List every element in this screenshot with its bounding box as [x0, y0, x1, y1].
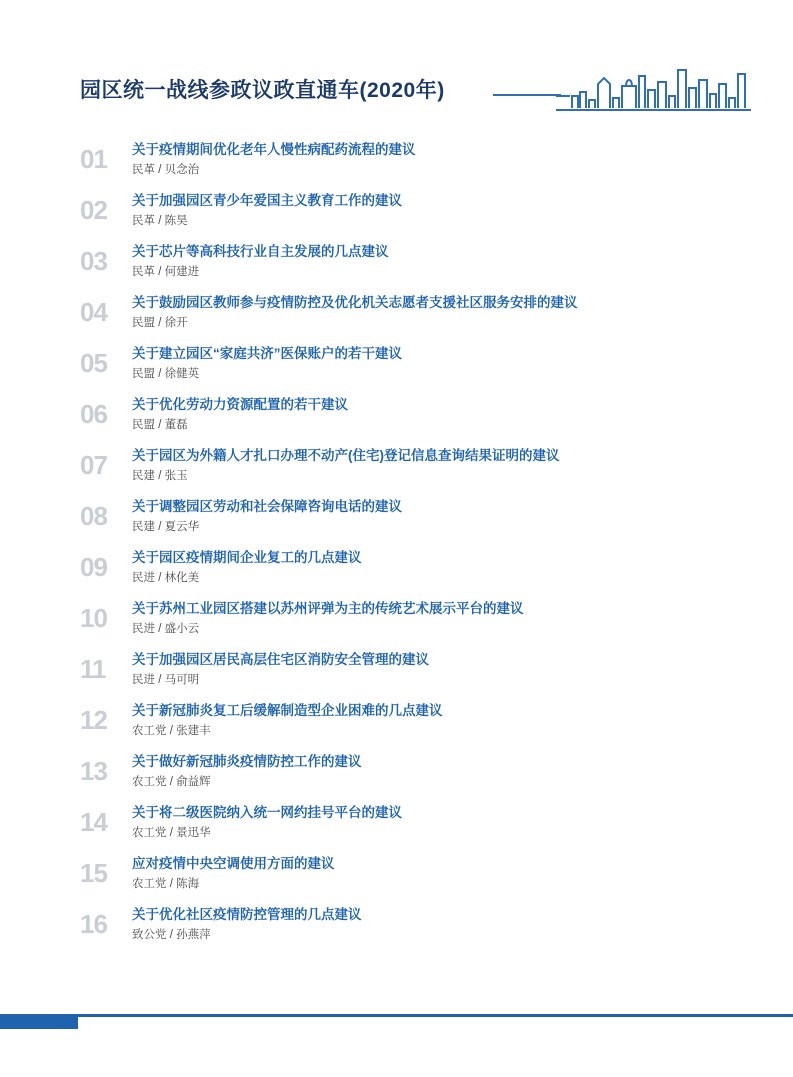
item-body	[132, 395, 733, 433]
item-number: 14	[80, 807, 107, 837]
item-body	[132, 497, 733, 535]
item-body	[132, 191, 733, 229]
page-title: 园区统一战线参政议政直通车(2020年)	[80, 79, 445, 102]
item-number: 08	[80, 501, 107, 531]
item-number: 06	[80, 399, 107, 429]
list-item	[80, 242, 733, 293]
item-body	[132, 803, 733, 841]
item-meta: 农工党 / 张建丰	[132, 725, 211, 737]
item-meta: 民革 / 陈昊	[132, 215, 188, 227]
list-item	[80, 548, 733, 599]
item-title: 关于建立园区“家庭共济”医保账户的若干建议	[132, 346, 402, 361]
footer-divider-line	[0, 1014, 793, 1017]
item-title: 关于鼓励园区教师参与疫情防控及优化机关志愿者支援社区服务安排的建议	[132, 295, 578, 310]
item-meta: 民革 / 何建进	[132, 266, 200, 278]
item-body	[132, 548, 733, 586]
item-number: 05	[80, 348, 107, 378]
item-meta: 致公党 / 孙燕萍	[132, 929, 211, 941]
item-number: 09	[80, 552, 107, 582]
item-meta: 农工党 / 俞益辉	[132, 776, 211, 788]
list-item	[80, 752, 733, 803]
item-meta: 民进 / 马可明	[132, 674, 200, 686]
list-item	[80, 140, 733, 191]
item-number: 15	[80, 858, 107, 888]
item-title: 关于新冠肺炎复工后缓解制造型企业困难的几点建议	[132, 703, 443, 718]
item-title: 关于苏州工业园区搭建以苏州评弹为主的传统艺术展示平台的建议	[132, 601, 524, 616]
item-title: 关于疫情期间优化老年人慢性病配药流程的建议	[132, 142, 416, 157]
item-body	[132, 140, 733, 178]
item-meta: 民进 / 林化美	[132, 572, 200, 584]
item-title: 关于优化劳动力资源配置的若干建议	[132, 397, 348, 412]
item-title: 关于做好新冠肺炎疫情防控工作的建议	[132, 754, 362, 769]
item-meta: 民盟 / 董磊	[132, 419, 188, 431]
item-meta: 民建 / 张玉	[132, 470, 188, 482]
list-item	[80, 701, 733, 752]
item-body	[132, 701, 733, 739]
list-item	[80, 293, 733, 344]
list-item	[80, 497, 733, 548]
item-meta: 民革 / 贝念治	[132, 164, 200, 176]
item-title: 关于园区疫情期间企业复工的几点建议	[132, 550, 362, 565]
footer-accent-block	[0, 1014, 78, 1029]
list-item	[80, 650, 733, 701]
page-header	[80, 62, 751, 118]
city-skyline-icon	[556, 62, 751, 118]
item-title: 关于园区为外籍人才扎口办理不动产(住宅)登记信息查询结果证明的建议	[132, 448, 560, 463]
item-title: 关于优化社区疫情防控管理的几点建议	[132, 907, 362, 922]
list-item	[80, 905, 733, 956]
item-body	[132, 854, 733, 892]
list-item	[80, 854, 733, 905]
item-meta: 民盟 / 徐健英	[132, 368, 200, 380]
proposal-list	[80, 140, 733, 956]
list-item	[80, 395, 733, 446]
item-body	[132, 242, 733, 280]
item-number: 02	[80, 195, 107, 225]
list-item	[80, 803, 733, 854]
list-item	[80, 344, 733, 395]
item-number: 04	[80, 297, 107, 327]
item-number: 03	[80, 246, 107, 276]
item-body	[132, 752, 733, 790]
item-body	[132, 650, 733, 688]
item-number: 10	[80, 603, 107, 633]
list-item	[80, 599, 733, 650]
item-number: 13	[80, 756, 107, 786]
item-number: 11	[80, 654, 106, 684]
item-meta: 民盟 / 徐开	[132, 317, 188, 329]
item-body	[132, 905, 733, 943]
item-title: 关于将二级医院纳入统一网约挂号平台的建议	[132, 805, 402, 820]
item-title: 关于调整园区劳动和社会保障咨询电话的建议	[132, 499, 402, 514]
item-body	[132, 293, 733, 331]
item-meta: 农工党 / 景迅华	[132, 827, 211, 839]
item-number: 01	[80, 144, 107, 174]
header-divider-line	[493, 94, 561, 96]
item-meta: 农工党 / 陈海	[132, 878, 200, 890]
item-body	[132, 344, 733, 382]
item-meta: 民建 / 夏云华	[132, 521, 200, 533]
item-title: 关于加强园区青少年爱国主义教育工作的建议	[132, 193, 402, 208]
item-number: 07	[80, 450, 107, 480]
item-title: 关于加强园区居民高层住宅区消防安全管理的建议	[132, 652, 429, 667]
item-body	[132, 446, 733, 484]
list-item	[80, 191, 733, 242]
item-body	[132, 599, 733, 637]
list-item	[80, 446, 733, 497]
item-meta: 民进 / 盛小云	[132, 623, 200, 635]
item-number: 16	[80, 909, 107, 939]
item-title: 关于芯片等高科技行业自主发展的几点建议	[132, 244, 389, 259]
item-number: 12	[80, 705, 107, 735]
item-title: 应对疫情中央空调使用方面的建议	[132, 856, 335, 871]
